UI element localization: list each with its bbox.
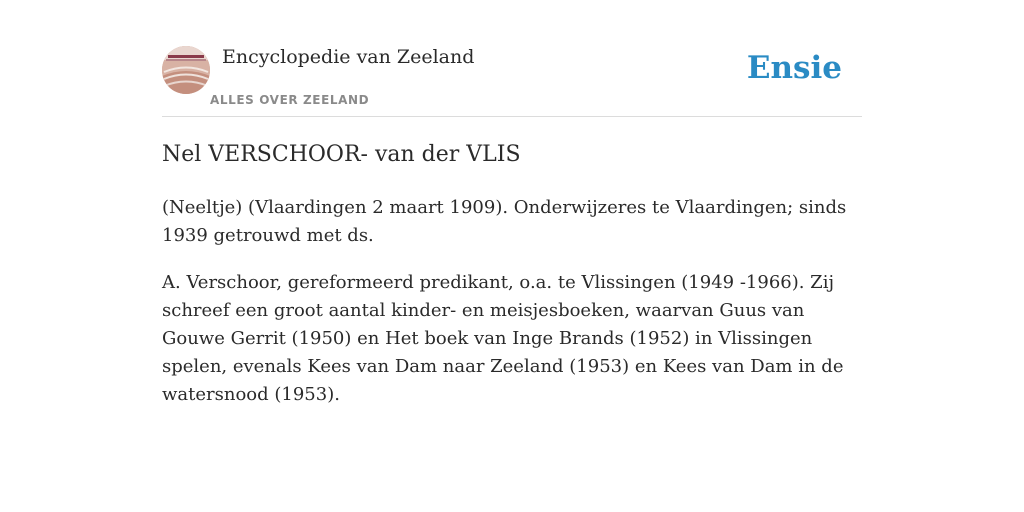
site-header <box>162 44 862 117</box>
site-title[interactable]: Encyclopedie van Zeeland <box>222 46 475 68</box>
site-tagline: ALLES OVER ZEELAND <box>210 93 370 107</box>
ensie-logo[interactable]: Ensie <box>746 50 842 86</box>
article-title: Nel VERSCHOOR- van der VLIS <box>162 142 521 167</box>
article-paragraph-1: (Neeltje) (Vlaardingen 2 maart 1909). Onderwijzeres te Vlaardingen; sinds 1939 getrouwd met ds. <box>162 197 847 246</box>
article <box>162 138 862 428</box>
book-pages-icon[interactable] <box>162 46 210 94</box>
article-paragraph-2: A. Verschoor, gereformeerd predikant, o.a. te Vlissingen (1949 -1966). Zij schreef een groot aantal kinder- en meisjesboeken, waarvan Guus van Gouwe Gerrit (1950) en Het boek van Inge Brands (1952) in Vlissingen spelen, evenals Kees van Dam naar Zeeland (1953) en Kees van Dam in de watersnood (1953). <box>162 272 844 405</box>
